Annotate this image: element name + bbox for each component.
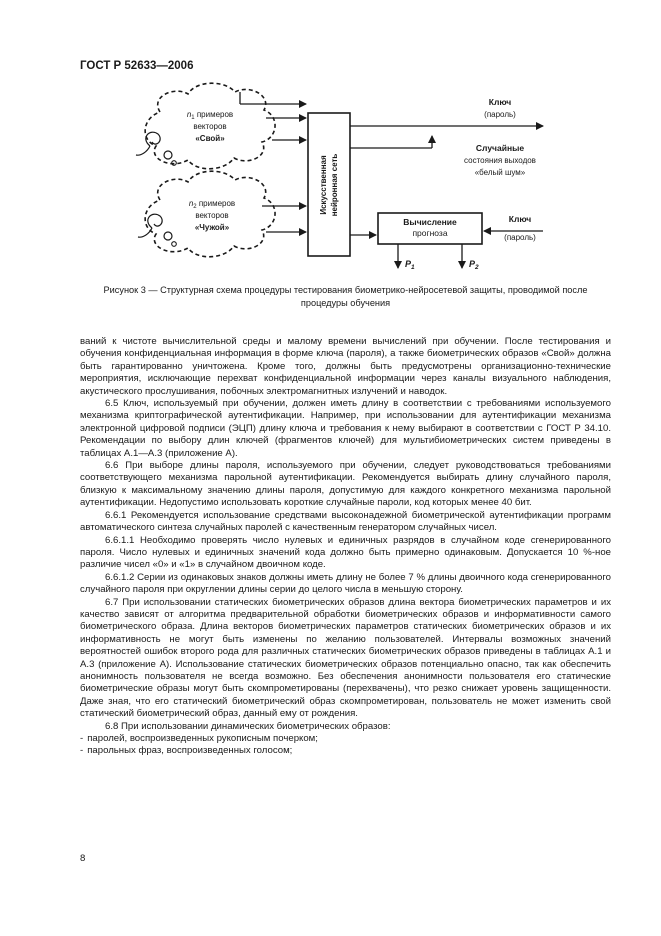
body-text [80, 336, 611, 758]
random-output-label-line1: Случайные [475, 143, 525, 153]
key-input-label-line2: (пароль) [504, 233, 536, 242]
paragraph-6-6-1-2: 6.6.1.2 Серии из одинаковых знаков должны иметь длину не более 7 % длины двоичного кода сгенерированного случайного пароля при округлении длины серии до целого числа в меньшую сторону. [80, 571, 611, 596]
key-output-label-line1: Ключ [488, 97, 512, 107]
neural-network-box [308, 113, 350, 256]
cloud-own-line2: векторов [193, 122, 227, 131]
cloud-own-swirl-icon [136, 132, 176, 165]
paragraph-6-8: 6.8 При использовании динамических биометрических образов: [105, 720, 391, 732]
key-output-label-line2: (пароль) [484, 110, 516, 119]
cloud-own-line1: $n_1$ примеров [186, 110, 234, 121]
prognosis-label-line2: прогноза [412, 228, 448, 238]
p2-label: $P_2$ [469, 259, 479, 271]
cloud-own-line3: «Свой» [195, 134, 225, 143]
key-input-label-line1: Ключ [508, 214, 532, 224]
paragraph-continuation: ваний к чистоте вычислительной среды и малому времени вычислений при обучении. После тестирования и обучения конфиденциальная информация в форме ключа (пароля), а также биометрических образов «Свой» должна быть гарантированно уничтожена. Кроме того, должны быть предусмотрены организационно-технические мероприятия, исключающие перехват конфиденциальной информации через каналы визуального наблюдения, акустического прослушивания, побочных электромагнитных излучений и наводок. [80, 336, 611, 397]
list-item: - парольных фраз, воспроизведенных голосом; [80, 745, 293, 757]
paragraph-6-6-1-1: 6.6.1.1 Необходимо проверять число нулевых и единичных разрядов в случайном коде сгенерированного пароля. Число нулевых и единичных значений кода должно быть примерно одинаковым. Допускается 10 %-ное различие чисел «0» и «1» в случайном двоичном коде. [80, 534, 611, 571]
neural-network-label-line1: Искусственная [319, 155, 328, 215]
page-number: 8 [80, 853, 86, 864]
cloud-alien-swirl-icon [138, 214, 176, 246]
cloud-alien-line1: $n_2$ примеров [188, 199, 236, 210]
cloud-alien-line3: «Чужой» [194, 223, 230, 232]
paragraph-6-5: 6.5 Ключ, используемый при обучении, должен иметь длину в соответствии с требованиями используемого механизма криптографической аутентификации. Например, при использовании для аутентификации механизма электронной цифровой подписи (ЭЦП) длину ключа и требования к нему выбирают в соответствии с ГОСТ Р 34.10. Рекомендации по выбору длин ключей (фрагментов ключей) для мультибиометрических систем приведены в таблицах А.1—А.3 (приложение А). [80, 398, 611, 459]
prognosis-label-line1: Вычисление [403, 217, 457, 227]
random-output-label-line2: состояния выходов [464, 156, 536, 165]
paragraph-6-6-1: 6.6.1 Рекомендуется использование средствами высоконадежной биометрической аутентификации программ автоматического синтеза случайных паролей с качественным генератором случайных чисел. [80, 509, 611, 534]
figure-caption [80, 284, 611, 310]
document-header: ГОСТ Р 52633—2006 [80, 60, 194, 72]
figure-caption-line2: процедуры обучения [300, 298, 391, 308]
list-item: - паролей, воспроизведенных рукописным почерком; [80, 733, 318, 744]
figure-caption-line1: Рисунок 3 — Структурная схема процедуры тестирования биометрико-нейросетевой защиты, проводимой после [103, 285, 588, 295]
cloud-alien-line2: векторов [195, 211, 229, 220]
paragraph-6-6: 6.6 При выборе длины пароля, используемого при обучении, следует руководствоваться требованиями соответствующего механизма парольной аутентификации. Рекомендуется выбирать длину случайного пароля, близкую к максимальному значению длины пароля, допустимую для каждого конкретного механизма парольной аутентификации. Недопустимо использовать короткие случайные пароли, код которых менее 40 бит. [80, 460, 611, 509]
structure-diagram [0, 0, 661, 300]
paragraph-6-7: 6.7 При использовании статических биометрических образов длина вектора биометрических параметров и их качество зависят от алгоритма предварительной обработки биометрических образов и информативности самого биометрического образа. Длина векторов биометрических параметров статических биометрических образов и их информативность не могут быть изменены по желанию пользователей. Интервалы возможных значений вероятностей ошибок второго рода для различных статических биометрических образов приведены в таблицах А.1 и А.3 (приложение А). Использование статических биометрических образов потенциально опасно, так как обеспечить анонимность пользователя не всегда возможно. Без обеспечения анонимности пользователя его статические биометрические образы могут быть скомпрометированы (перехвачены), что резко снижает уровень защищенности. Даже зная, что его статический биометрический образ скомпрометирован, пользователь не может изменить свой статический биометрический образ, данный ему от рождения. [80, 596, 611, 720]
neural-network-label-line2: нейронная сеть [330, 153, 339, 217]
random-output-label-line3: «белый шум» [474, 168, 526, 177]
p1-label: $P_1$ [405, 259, 415, 271]
